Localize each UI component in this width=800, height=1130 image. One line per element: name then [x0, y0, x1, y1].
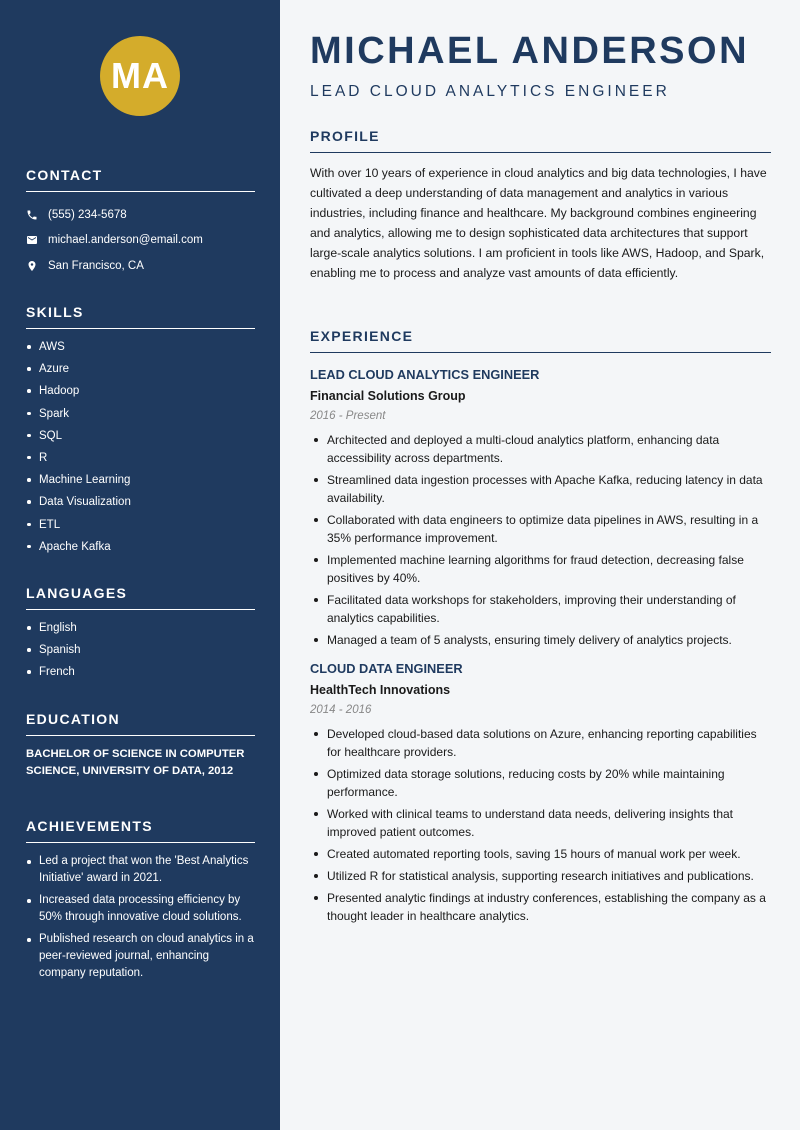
- contact-section: [26, 167, 255, 279]
- skill-item: SQL: [26, 428, 255, 450]
- contact-email[interactable]: [26, 228, 255, 254]
- job-dates: 2014 - 2016: [310, 704, 372, 716]
- job-dates: 2016 - Present: [310, 410, 386, 422]
- language-item: French: [26, 664, 255, 686]
- job-bullet: Presented analytic findings at industry conferences, establishing the company as a thought leader in healthcare analytics.: [310, 889, 771, 925]
- job-title: CLOUD DATA ENGINEER: [310, 661, 463, 676]
- profile-text: With over 10 years of experience in cloud analytics and big data technologies, I have cultivated a deep understanding of data management and analytics in various industries, including finance and healthcare. My background combines engineering and analytics, allowing me to design sophisticated data architectures that support large-scale analytics solutions. I am proficient in tools like AWS, Hadoop, and Spark, enabling me to process and analyze vast amounts of data efficiently.: [310, 166, 767, 280]
- skill-item: Apache Kafka: [26, 539, 255, 561]
- job-bullet: Architected and deployed a multi-cloud analytics platform, enhancing data accessibility across departments.: [310, 431, 771, 467]
- education-heading: EDUCATION: [26, 711, 255, 736]
- education-text: BACHELOR OF SCIENCE IN COMPUTER SCIENCE, UNIVERSITY OF DATA, 2012: [26, 748, 245, 777]
- profile-heading: PROFILE: [310, 128, 771, 153]
- language-item: Spanish: [26, 642, 255, 664]
- job-entry: [310, 661, 771, 925]
- skill-item: Azure: [26, 361, 255, 383]
- achievements-section: [26, 818, 255, 987]
- avatar: [100, 36, 180, 116]
- achievements-list: [26, 853, 255, 982]
- languages-section: [26, 585, 255, 687]
- email-icon: [26, 234, 48, 246]
- job-bullet: Streamlined data ingestion processes with Apache Kafka, reducing latency in data availability.: [310, 471, 771, 507]
- email-text: michael.anderson@email.com: [48, 234, 203, 247]
- company-name: HealthTech Innovations: [310, 683, 451, 697]
- education-section: [26, 711, 255, 780]
- job-bullet: Optimized data storage solutions, reducing costs by 20% while maintaining performance.: [310, 765, 771, 801]
- contact-phone[interactable]: [26, 202, 255, 228]
- sidebar: [0, 0, 280, 1130]
- achievement-item: Published research on cloud analytics in a peer-reviewed journal, enhancing company reputation.: [26, 931, 255, 982]
- languages-heading: LANGUAGES: [26, 585, 255, 610]
- job-bullet: Facilitated data workshops for stakeholders, improving their understanding of analytics capabilities.: [310, 591, 771, 627]
- achievement-item: Increased data processing efficiency by 50% through innovative cloud solutions.: [26, 892, 255, 926]
- skill-item: ETL: [26, 517, 255, 539]
- location-text: San Francisco, CA: [48, 259, 144, 272]
- skill-item: Data Visualization: [26, 494, 255, 516]
- avatar-initials: MA: [111, 55, 169, 96]
- job-bullet: Collaborated with data engineers to optimize data pipelines in AWS, resulting in a 35% performance improvement.: [310, 511, 771, 547]
- company-name: Financial Solutions Group: [310, 389, 466, 403]
- skill-item: AWS: [26, 339, 255, 361]
- experience-section: [310, 328, 771, 929]
- achievements-heading: ACHIEVEMENTS: [26, 818, 255, 843]
- profile-section: [310, 128, 771, 283]
- skills-section: [26, 304, 255, 561]
- job-bullet: Worked with clinical teams to understand data needs, delivering insights that improved patient outcomes.: [310, 805, 771, 841]
- job-bullets: [310, 725, 771, 925]
- job-bullet: Utilized R for statistical analysis, supporting research initiatives and publications.: [310, 867, 771, 885]
- experience-heading: EXPERIENCE: [310, 328, 771, 353]
- job-bullets: [310, 431, 771, 649]
- skills-heading: SKILLS: [26, 304, 255, 329]
- skill-item: R: [26, 450, 255, 472]
- full-name: MICHAEL ANDERSON: [310, 30, 750, 72]
- skills-list: [26, 339, 255, 561]
- job-bullet: Managed a team of 5 analysts, ensuring timely delivery of analytics projects.: [310, 631, 771, 649]
- skill-item: Spark: [26, 406, 255, 428]
- job-entry: [310, 367, 771, 649]
- languages-list: [26, 620, 255, 687]
- job-bullet: Created automated reporting tools, saving 15 hours of manual work per week.: [310, 845, 771, 863]
- job-bullet: Developed cloud-based data solutions on Azure, enhancing reporting capabilities for healthcare providers.: [310, 725, 771, 761]
- job-title: LEAD CLOUD ANALYTICS ENGINEER: [310, 367, 540, 382]
- skill-item: Machine Learning: [26, 472, 255, 494]
- skill-item: Hadoop: [26, 383, 255, 405]
- contact-heading: CONTACT: [26, 167, 255, 192]
- achievement-item: Led a project that won the 'Best Analytics Initiative' award in 2021.: [26, 853, 255, 887]
- contact-location: [26, 253, 255, 279]
- phone-text: (555) 234-5678: [48, 208, 127, 221]
- location-icon: [26, 260, 48, 272]
- phone-icon: [26, 209, 48, 221]
- job-title-header: LEAD CLOUD ANALYTICS ENGINEER: [310, 83, 670, 100]
- job-bullet: Implemented machine learning algorithms for fraud detection, decreasing false positives by 40%.: [310, 551, 771, 587]
- language-item: English: [26, 620, 255, 642]
